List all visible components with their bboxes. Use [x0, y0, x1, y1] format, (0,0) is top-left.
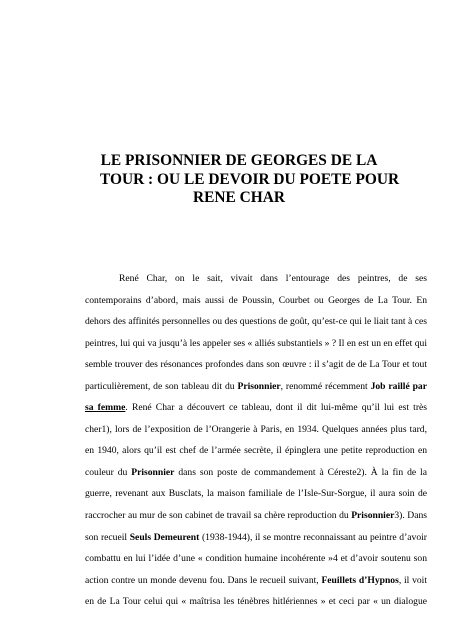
document-title [100, 152, 400, 208]
text-line [85, 505, 427, 527]
emphasized-text: Feuillets d’Hypnos [321, 574, 399, 586]
text-line [85, 440, 427, 462]
text-segment: action contre un monde devenu fou. Dans le recueil suivant, [85, 574, 322, 586]
emphasized-text: Job raillé par [370, 380, 427, 392]
text-line [85, 419, 427, 441]
title-line: LE PRISONNIER DE GEORGES DE LA [100, 152, 378, 169]
text-segment: contemporains d’abord, mais aussi de Poussin, Courbet ou Georges de La Tour. En [85, 294, 427, 306]
text-line [85, 311, 427, 333]
text-segment: René Char, on le sait, vivait dans l’entourage des peintres, de ses [119, 273, 427, 284]
text-segment: couleur du [85, 466, 132, 478]
text-line [85, 570, 427, 592]
text-line [85, 354, 427, 376]
emphasized-text: Prisonnier [351, 510, 395, 522]
emphasized-text: Prisonnier [131, 466, 175, 478]
text-segment: . René Char a découvert ce tableau, dont il dit lui-même qu’il lui est très [125, 402, 428, 414]
emphasized-text: sa femme [85, 402, 126, 414]
text-line [85, 376, 427, 398]
text-line [85, 290, 427, 312]
text-segment: semble trouver des résonances profondes dans son œuvre : il s’agit de de La Tour et tout [85, 359, 427, 371]
text-line [85, 397, 427, 419]
text-segment: guerre, revenant aux Busclats, la maison familiale de l’Isle-Sur-Sorgue, il aura soin de [85, 488, 427, 500]
emphasized-text: Prisonnier [237, 380, 281, 392]
text-segment: son recueil [85, 531, 130, 543]
text-line [85, 483, 427, 505]
text-line [85, 462, 427, 484]
title-line: TOUR : OU LE DEVOIR DU POETE POUR [100, 170, 400, 188]
text-line [85, 527, 427, 549]
text-line [85, 333, 427, 355]
text-segment: , il voit [398, 574, 427, 586]
text-segment: dehors des affinités personnelles ou des questions de goût, qu’est-ce qui le liait tant à ces [85, 316, 427, 328]
text-segment: , renommé récemment [280, 380, 371, 392]
emphasized-text: Seuls Demeurent [129, 531, 200, 543]
text-segment: en de La Tour celui qui « maîtrisa les ténèbres hitlériennes » et ceci par « un dialogue [85, 596, 427, 608]
text-segment: en 1940, alors qu’il est chef de l’armée secrète, il épinglera une petite reproduction en [85, 445, 427, 457]
text-segment: peintres, lui qui va jusqu’à les appeler ses « alliés substantiels » ? Il en est un en effet qui [85, 337, 427, 349]
text-segment: particulièrement, de son tableau dit du [85, 380, 238, 392]
text-segment: cher1), lors de l’exposition de l’Orangerie à Paris, en 1934. Quelques années plus tard, [85, 423, 427, 435]
text-segment: (1938-1944), il se montre reconnaissant au peintre d’avoir [199, 531, 427, 543]
body-paragraph [85, 268, 427, 613]
title-line: RENE CHAR [193, 189, 285, 207]
text-segment: 3). Dans [394, 510, 427, 522]
text-line [85, 268, 427, 290]
text-segment: dans son poste de commandement à Céreste2). À la fin de la [174, 466, 427, 478]
text-segment: combattu en lui l’idée d’une « condition humaine incohérente »4 et d’avoir soutenu son [85, 553, 427, 565]
text-line [85, 591, 427, 613]
text-line [85, 548, 427, 570]
text-segment: raccrocher au mur de son cabinet de travail sa chère reproduction du [85, 510, 352, 522]
